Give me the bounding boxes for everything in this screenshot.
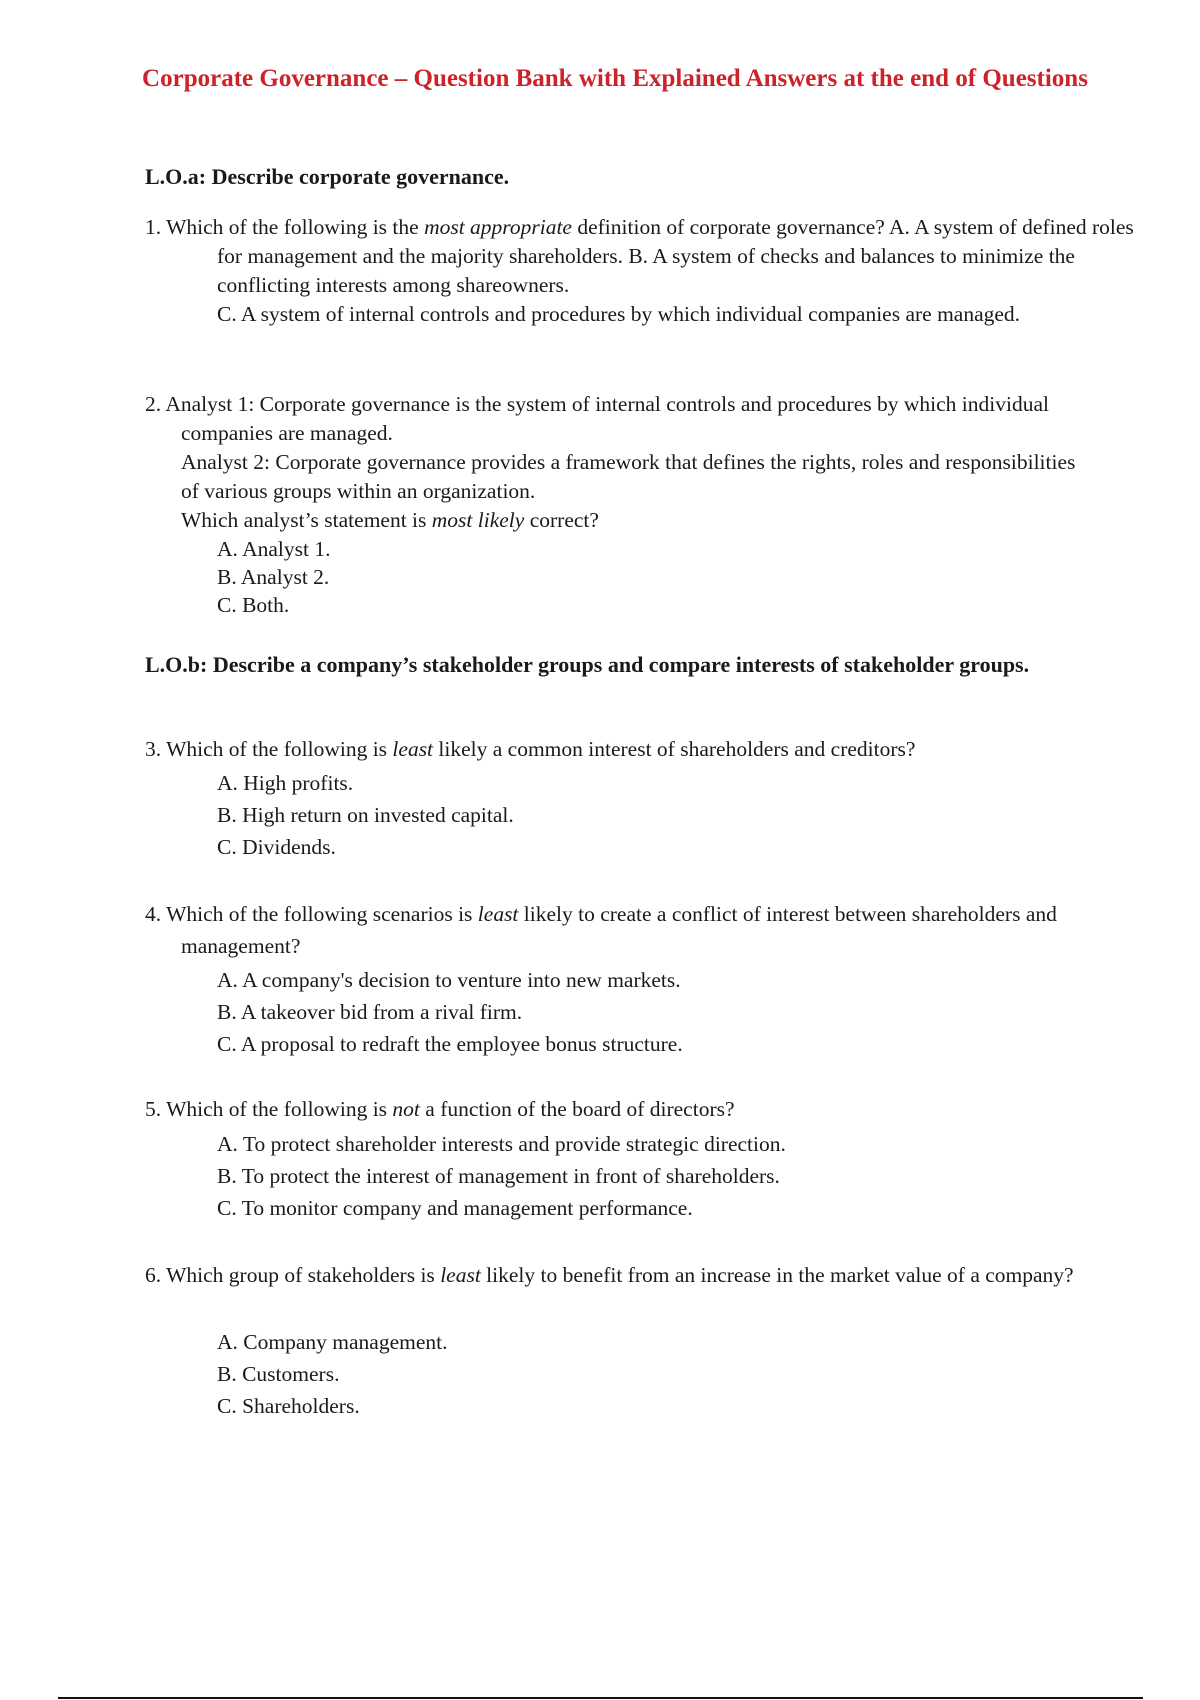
question-5 [145, 1095, 1121, 1124]
question-6-text-post: likely to benefit from an increase in the market value of a company? [480, 1263, 1074, 1287]
question-4 [145, 898, 1121, 962]
document-title: Corporate Governance – Question Bank with Explained Answers at the end of Questions [142, 65, 1088, 92]
option-a: A. Company management. [217, 1330, 448, 1354]
option-a: A. To protect shareholder interests and provide strategic direction. [217, 1132, 786, 1156]
option-a: A. High profits. [217, 771, 354, 795]
option-a: A. Analyst 1. [217, 537, 331, 561]
section-heading-loa: L.O.a: Describe corporate governance. [145, 164, 510, 189]
option-a: A. A company's decision to venture into new markets. [217, 968, 681, 992]
option-c: C. To monitor company and management performance. [217, 1196, 693, 1220]
question-3-emphasis: least [392, 737, 434, 761]
option-b: B. A takeover bid from a rival firm. [217, 1000, 523, 1024]
section-heading-lob: L.O.b: Describe a company’s stakeholder groups and compare interests of stakeholder groups. [145, 652, 1030, 677]
option-c: C. A proposal to redraft the employee bonus structure. [217, 1032, 683, 1056]
question-4-text-post: likely to create a conflict of interest between shareholders and management? [181, 902, 1057, 958]
question-1 [145, 213, 1157, 329]
question-2-text-post: correct? [524, 508, 599, 532]
question-5-text-pre: 5. Which of the following is [145, 1097, 393, 1121]
question-2-analyst-1: 2. Analyst 1: Corporate governance is the system of internal controls and procedures by which individual companies are managed. [145, 392, 1049, 445]
question-2-text-pre: Which analyst’s statement is [181, 508, 432, 532]
question-5-text-post: a function of the board of directors? [419, 1097, 735, 1121]
question-4-options [217, 964, 1097, 1060]
question-1-text-pre: 1. Which of the following is the [145, 215, 425, 239]
question-2-emphasis: most likely [431, 508, 525, 532]
question-6-text-pre: 6. Which group of stakeholders is [145, 1263, 441, 1287]
question-3-text-pre: 3. Which of the following is [145, 737, 393, 761]
question-5-emphasis: not [392, 1097, 420, 1121]
option-b: B. Analyst 2. [217, 565, 330, 589]
option-c: C. Shareholders. [217, 1394, 360, 1418]
question-3-text-post: likely a common interest of shareholders and creditors? [433, 737, 916, 761]
question-3-options [217, 767, 1097, 863]
question-1-emphasis: most appropriate [424, 215, 572, 239]
option-b: B. To protect the interest of management in front of shareholders. [217, 1164, 780, 1188]
question-5-options [217, 1128, 1097, 1224]
question-4-text-pre: 4. Which of the following scenarios is [145, 902, 478, 926]
question-6 [145, 1258, 1121, 1292]
question-2-analyst-2: Analyst 2: Corporate governance provides a framework that defines the rights, roles and responsibilities of various groups within an organization. [181, 450, 1076, 503]
question-3 [145, 735, 1121, 764]
question-6-emphasis: least [440, 1263, 481, 1287]
option-b: B. High return on invested capital. [217, 803, 514, 827]
question-1-option-c: C. A system of internal controls and procedures by which individual companies are managed. [217, 302, 1021, 326]
question-2-options [217, 535, 1097, 619]
option-c: C. Dividends. [217, 835, 336, 859]
option-c: C. Both. [217, 593, 290, 617]
question-6-options [217, 1326, 1097, 1422]
question-2-prompt [181, 506, 1081, 535]
question-4-emphasis: least [477, 902, 519, 926]
page-bottom-divider [58, 1697, 1143, 1699]
option-b: B. Customers. [217, 1362, 340, 1386]
question-1-text-post: definition of corporate governance? A. A system of defined roles for management and the majority shareholders. B. A system of checks and balances to minimize the conflicting interests among shareowners. [217, 215, 1134, 297]
